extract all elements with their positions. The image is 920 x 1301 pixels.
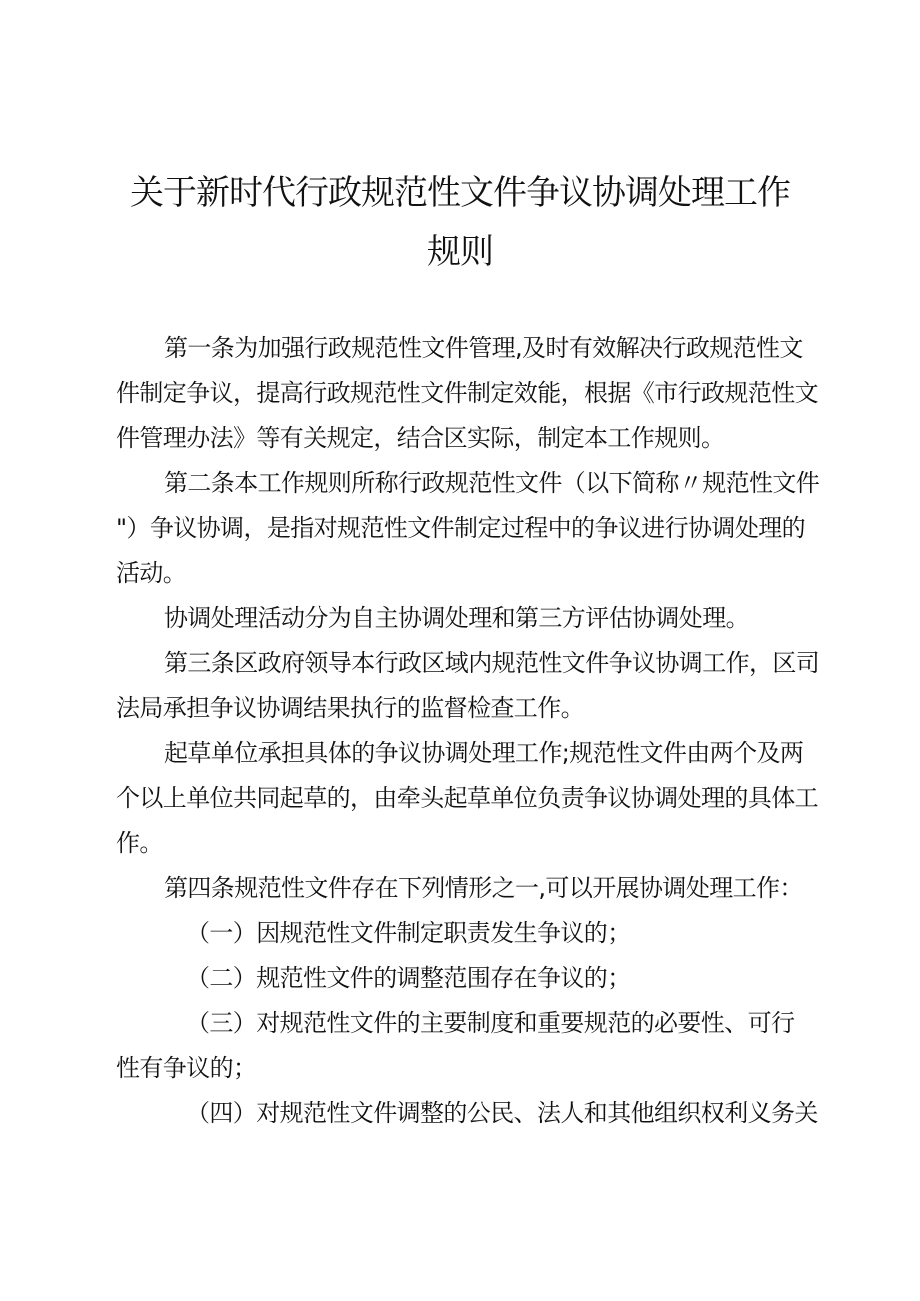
list-item-line: （二）规范性文件的调整范围存在争议的； (186, 964, 631, 992)
paragraph-line: 件管理办法》等有关规定，结合区实际，制定本工作规则。 (116, 424, 725, 452)
document-title-line-1: 关于新时代行政规范性文件争议协调处理工作 (130, 173, 790, 213)
paragraph-line: 第一条为加强行政规范性文件管理,及时有效解决行政规范性文 (164, 334, 803, 362)
paragraph-line: "）争议协调，是指对规范性文件制定过程中的争议进行协调处理的 (116, 514, 806, 542)
list-item-continuation-line: 性有争议的； (116, 1054, 257, 1082)
list-item-line: （四）对规范性文件调整的公民、法人和其他组织权利义务关 (186, 1099, 818, 1127)
document-title-line-2: 规则 (427, 232, 493, 272)
paragraph-line: 活动。 (116, 559, 187, 587)
paragraph-line: 起草单位承担具体的争议协调处理工作;规范性文件由两个及两 (164, 739, 804, 767)
paragraph-line: 协调处理活动分为自主协调处理和第三方评估协调处理。 (164, 604, 749, 632)
paragraph-line: 第四条规范性文件存在下列情形之一,可以开展协调处理工作： (164, 874, 803, 902)
list-item-line: （三）对规范性文件的主要制度和重要规范的必要性、可行 (186, 1009, 795, 1037)
list-item-line: （一）因规范性文件制定职责发生争议的； (186, 919, 631, 947)
paragraph-line: 作。 (116, 829, 163, 857)
paragraph-line: 第二条本工作规则所称行政规范性文件（以下简称〃规范性文件 (164, 469, 820, 497)
paragraph-line: 法局承担争议协调结果执行的监督检查工作。 (116, 694, 584, 722)
paragraph-line: 第三条区政府领导本行政区域内规范性文件争议协调工作，区司 (164, 649, 820, 677)
paragraph-line: 件制定争议，提高行政规范性文件制定效能，根据《市行政规范性文 (116, 379, 818, 407)
paragraph-line: 个以上单位共同起草的，由牵头起草单位负责争议协调处理的具体工 (116, 784, 818, 812)
